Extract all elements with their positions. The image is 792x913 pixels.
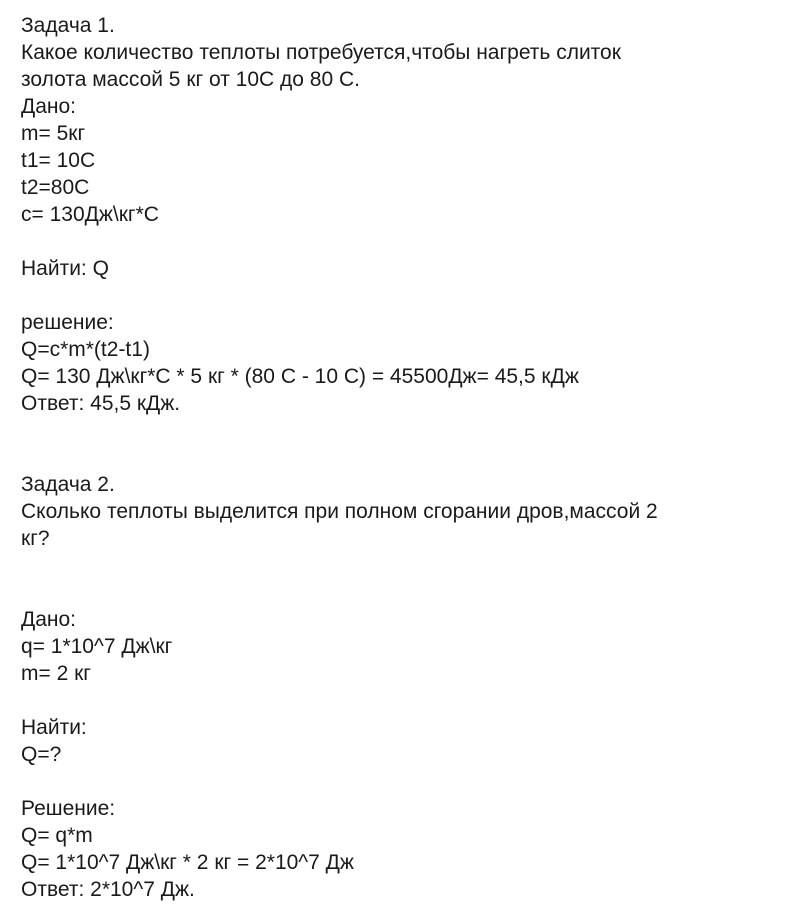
task-1-title: Задача 1. <box>21 14 115 37</box>
task-2-question-line-2: кг? <box>21 527 50 550</box>
task-1-given-t1: t1= 10C <box>21 149 96 172</box>
task-2-answer: Ответ: 2*10^7 Дж. <box>21 878 195 901</box>
task-1-solution-label: решение: <box>21 311 114 334</box>
task-2-title: Задача 2. <box>21 473 115 496</box>
spacer <box>21 417 781 471</box>
task-1-given-label: Дано: <box>21 95 77 118</box>
task-1-answer: Ответ: 45,5 кДж. <box>21 392 181 415</box>
task-2 <box>21 471 781 903</box>
task-1 <box>21 12 781 417</box>
spacer <box>21 228 781 255</box>
task-1-given-mass: m= 5кг <box>21 122 86 145</box>
task-2-find-label: Найти: <box>21 716 87 739</box>
task-1-calculation: Q= 130 Дж\кг*С * 5 кг * (80 С - 10 С) = 45500Дж= 45,5 кДж <box>21 365 579 388</box>
task-1-given-t2: t2=80C <box>21 176 90 199</box>
task-2-formula: Q= q*m <box>21 824 93 847</box>
task-2-solution-label: Решение: <box>21 797 116 820</box>
spacer <box>21 687 781 714</box>
task-2-find: Q=? <box>21 743 62 766</box>
task-1-question-line-2: золота массой 5 кг от 10С до 80 С. <box>21 68 360 91</box>
task-2-given-label: Дано: <box>21 608 77 631</box>
task-1-find: Найти: Q <box>21 257 109 280</box>
spacer <box>21 552 781 606</box>
task-1-formula: Q=c*m*(t2-t1) <box>21 338 150 361</box>
task-1-given-heat-capacity: c= 130Дж\кг*С <box>21 203 159 226</box>
task-2-given-mass: m= 2 кг <box>21 662 91 685</box>
spacer <box>21 282 781 309</box>
document-body <box>21 12 781 903</box>
task-1-question-line-1: Какое количество теплоты потребуется,чтобы нагреть слиток <box>21 41 621 64</box>
task-2-calculation: Q= 1*10^7 Дж\кг * 2 кг = 2*10^7 Дж <box>21 851 354 874</box>
task-2-given-specific-heat: q= 1*10^7 Дж\кг <box>21 635 173 658</box>
task-2-question-line-1: Сколько теплоты выделится при полном сгорании дров,массой 2 <box>21 500 658 523</box>
spacer <box>21 768 781 795</box>
